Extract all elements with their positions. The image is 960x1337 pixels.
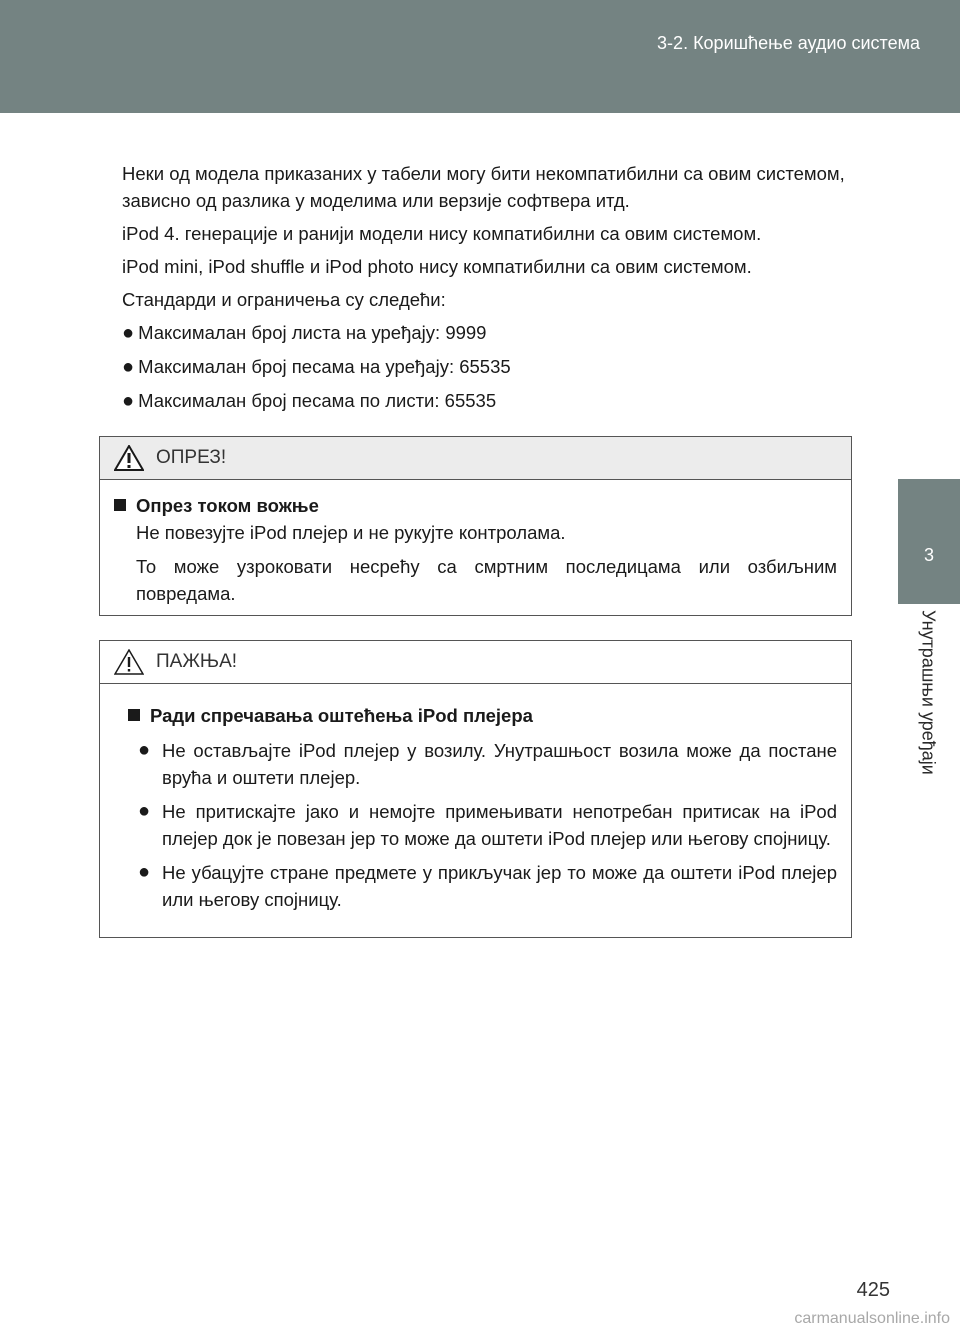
intro-paragraph: Неки од модела приказаних у табели могу бити некомпатибилни са овим системом, зависно од разлика у моделима или верзије софтвера итд. xyxy=(122,163,845,211)
intro-paragraph: iPod 4. генерације и ранији модели нису компатибилни са овим системом. xyxy=(122,223,762,244)
chapter-label: Унутрашњи уређаји xyxy=(918,610,939,775)
chapter-number: 3 xyxy=(923,545,934,565)
notice-title: ПАЖЊА! xyxy=(156,651,238,672)
square-bullet-icon xyxy=(114,499,126,511)
section-title: 3-2. Коришћење аудио система xyxy=(657,33,920,53)
bullet-icon: ● xyxy=(138,861,151,883)
caution-body xyxy=(100,480,851,607)
watermark: carmanualsonline.info xyxy=(794,1310,950,1327)
square-bullet-icon xyxy=(128,709,140,721)
caution-title: ОПРЕЗ! xyxy=(156,447,227,468)
notice-subtitle: Ради спречавања оштећења iPod плејера xyxy=(150,705,533,726)
list-item: ● Максималан број листа на уређају: 9999 xyxy=(122,322,487,344)
caution-header xyxy=(100,437,851,480)
bullet-icon: ● xyxy=(122,356,135,378)
intro-paragraph: Стандарди и ограничења су следећи: xyxy=(122,289,446,310)
notice-body xyxy=(100,684,851,913)
bullet-icon: ● xyxy=(138,800,151,822)
chapter-tab xyxy=(898,479,960,604)
caution-box xyxy=(99,436,852,616)
bullet-icon: ● xyxy=(122,322,135,344)
warning-icon xyxy=(114,445,144,471)
list-item: ● Максималан број песама по листи: 65535 xyxy=(122,390,497,412)
bullet-icon: ● xyxy=(138,739,151,761)
warning-icon xyxy=(114,649,144,675)
notice-header xyxy=(100,641,851,684)
intro-text xyxy=(122,160,852,421)
caution-subtitle: Опрез током вожње xyxy=(136,495,319,516)
list-item: ● Не притискајте јако и немојте примењивати непотребан притисак на iPod плејер док је повезан јер то може да оштети iPod плејер или његову спојницу. xyxy=(138,800,837,849)
page-number: 425 xyxy=(856,1279,890,1301)
caution-line: То може узроковати несрећу са смртним последицама или озбиљним повредама. xyxy=(136,556,837,604)
intro-paragraph: iPod mini, iPod shuffle и iPod photo нису компатибилни са овим системом. xyxy=(122,256,752,277)
page-header xyxy=(0,0,960,113)
list-item: ● Не убацујте стране предмете у прикључак јер то може да оштети iPod плејер или његову спојницу. xyxy=(138,861,837,910)
bullet-icon: ● xyxy=(122,390,135,412)
list-item: ● Не остављајте iPod плејер у возилу. Унутрашњост возила може да постане врућа и оштети плејер. xyxy=(138,739,837,788)
list-item: ● Максималан број песама на уређају: 65535 xyxy=(122,356,511,378)
caution-line: Не повезујте iPod плејер и не рукујте контролама. xyxy=(136,522,566,543)
notice-box xyxy=(99,640,852,938)
